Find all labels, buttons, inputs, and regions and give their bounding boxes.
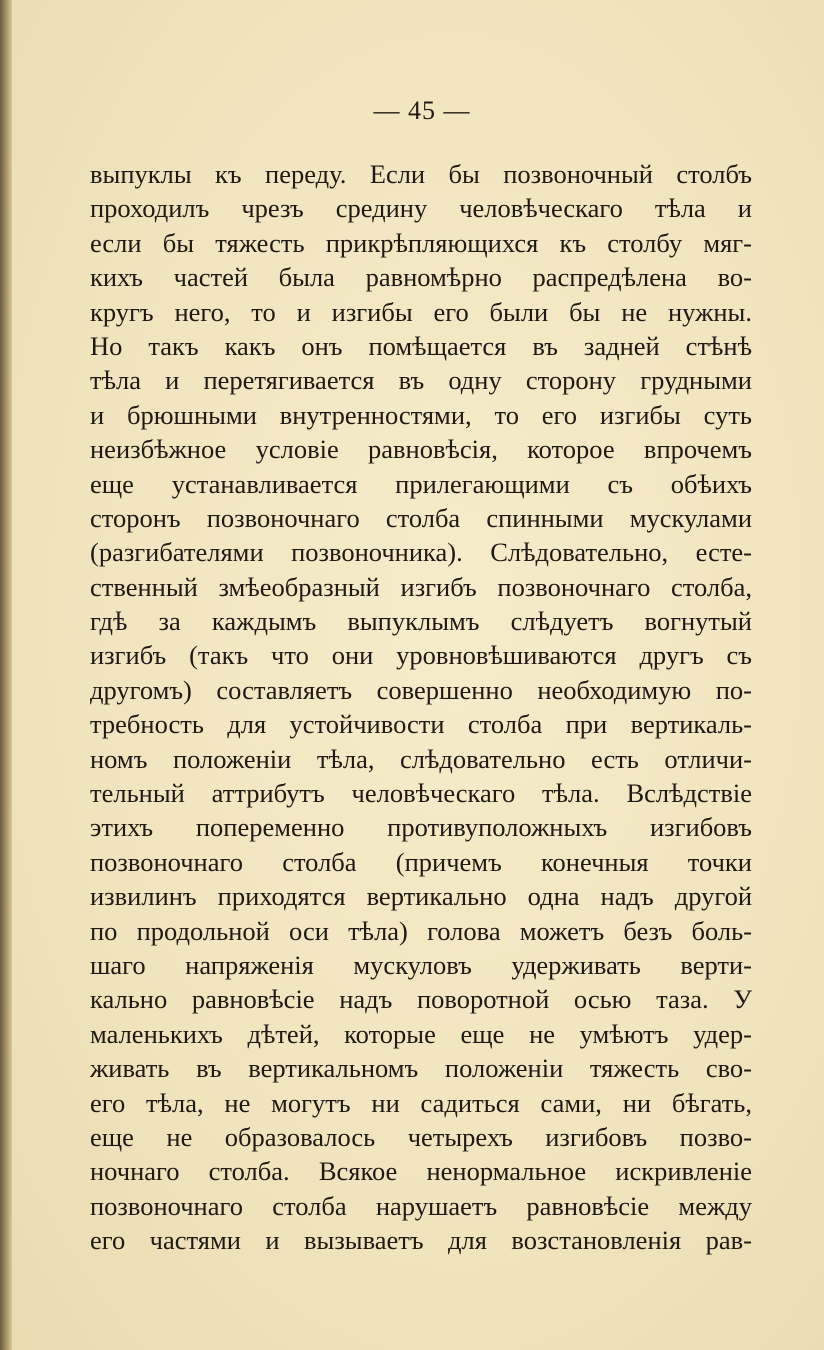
text-line-3: если бы тяжесть прикрѣпляющихся къ столбу мяг- — [90, 227, 752, 258]
text-line-6: Но такъ какъ онъ помѣщается въ задней стѣнѣ — [90, 330, 752, 361]
text-line-1: выпуклы къ переду. Если бы позвоночный столбъ — [90, 159, 752, 189]
text-line-23: по продольной оси тѣла) голова можетъ безъ боль- — [90, 915, 752, 946]
text-line-8: и брюшными внутренностями, то его изгибы суть — [90, 399, 752, 430]
text-line-10: еще устанавливается прилегающими съ обѣихъ — [90, 468, 752, 499]
text-line-27: живать въ вертикальномъ положеніи тяжесть сво- — [90, 1053, 752, 1084]
page-number: — 45 — — [373, 96, 471, 125]
text-line-12: (разгибателями позвоночника). Слѣдовательно, есте- — [90, 537, 752, 568]
text-line-22: извилинъ приходятся вертикально одна надъ другой — [90, 881, 752, 912]
text-line-24: шаго напряженія мускуловъ удерживать верти- — [90, 949, 752, 980]
text-line-20: этихъ попеременно противуположныхъ изгибовъ — [90, 812, 752, 843]
body-text — [90, 157, 752, 1258]
text-line-30: ночнаго столба. Всякое ненормальное искривленіе — [90, 1156, 752, 1187]
text-line-25: кально равновѣсіе надъ поворотной осью таза. У — [90, 984, 752, 1015]
text-line-29: еще не образовалось четырехъ изгибовъ позво- — [90, 1121, 752, 1152]
text-line-13: ственный змѣеобразный изгибъ позвоночнаго столба, — [90, 571, 752, 602]
text-line-17: требность для устойчивости столба при вертикаль- — [90, 709, 752, 740]
page-spine-shadow — [0, 0, 12, 1350]
text-line-32: его частями и вызываетъ для возстановленія рав- — [90, 1225, 752, 1256]
text-line-28: его тѣла, не могутъ ни садиться сами, ни бѣгать, — [90, 1087, 752, 1118]
text-line-26: маленькихъ дѣтей, которые еще не умѣютъ удер- — [90, 1018, 752, 1049]
text-line-5: кругъ него, то и изгибы его были бы не нужны. — [90, 296, 752, 327]
text-line-9: неизбѣжное условіе равновѣсія, которое впрочемъ — [90, 434, 752, 465]
text-line-16: другомъ) составляетъ совершенно необходимую по- — [90, 674, 752, 705]
text-line-19: тельный аттрибутъ человѣческаго тѣла. Вслѣдствіе — [90, 778, 752, 809]
text-line-14: гдѣ за каждымъ выпуклымъ слѣдуетъ вогнутый — [90, 606, 752, 637]
text-line-31: позвоночнаго столба нарушаетъ равновѣсіе между — [90, 1190, 752, 1221]
text-line-18: номъ положеніи тѣла, слѣдовательно есть отличи- — [90, 743, 752, 774]
text-line-15: изгибъ (такъ что они уровновѣшиваются другъ съ — [90, 640, 752, 671]
text-line-7: тѣла и перетягивается въ одну сторону грудными — [90, 365, 752, 396]
text-line-11: сторонъ позвоночнаго столба спинными мускулами — [90, 502, 752, 533]
text-line-4: кихъ частей была равномѣрно распредѣлена во- — [90, 262, 752, 293]
text-line-21: позвоночнаго столба (причемъ конечныя точки — [90, 846, 752, 877]
text-line-2: проходилъ чрезъ средину человѣческаго тѣла и — [90, 193, 752, 224]
